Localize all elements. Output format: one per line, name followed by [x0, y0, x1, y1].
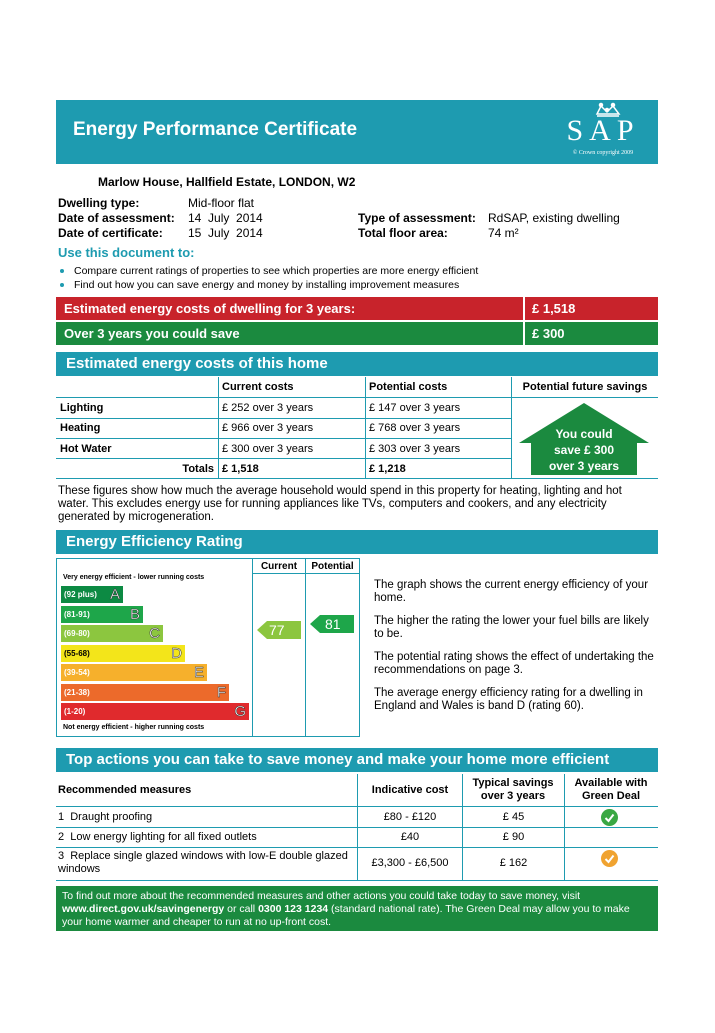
action-measure: 1 Draught proofing: [58, 811, 153, 823]
rating-band-f: [61, 684, 229, 701]
rating-band-letter: D: [171, 644, 182, 662]
costs-header-savings: Potential future savings: [522, 381, 648, 393]
current-rating-arrow: [257, 621, 301, 639]
bullet-icon: [60, 283, 64, 287]
rating-band-range: (81-91): [64, 609, 90, 619]
costs-totals-potential: £ 1,218: [369, 463, 406, 475]
actions-table: [56, 774, 658, 880]
savings-text-1: You could: [555, 427, 613, 441]
costs-line: [56, 458, 511, 459]
rating-paragraph: The graph shows the current energy efficiency of your home.: [374, 579, 649, 604]
costs-row-potential: £ 147 over 3 years: [369, 402, 461, 414]
rating-description: [374, 579, 658, 713]
rating-band-d: [61, 645, 185, 662]
sap-logo: [563, 102, 653, 160]
costs-row-current: £ 300 over 3 years: [222, 443, 314, 455]
use-doc-bullet-text: Find out how you can save energy and money by installing improvement measures: [74, 279, 460, 291]
rating-band-letter: C: [149, 625, 160, 642]
rating-vline: [252, 559, 253, 736]
rating-band-range: (69-80): [64, 629, 90, 638]
footer-phone: 0300 123 1234: [258, 903, 329, 915]
check-circle-green-icon: [601, 809, 618, 826]
actions-header-cost: Indicative cost: [371, 784, 449, 796]
date-assessment-value: 14 July 2014: [188, 211, 263, 225]
costs-line: [56, 397, 658, 398]
rating-band-range: (1-20): [64, 707, 86, 716]
costs-note: These figures show how much the average household would spend in this property for heating, lighting and hot water. This excludes energy use for running appliances like TVs, computers and cookers, and any electricity generated by microgeneration.: [58, 485, 622, 523]
bullet-icon: [60, 269, 64, 273]
date-assessment-label: Date of assessment:: [58, 211, 175, 225]
costs-row-potential: £ 768 over 3 years: [369, 422, 461, 434]
footer-text: (standard national rate). The Green Deal may allow you to make your home warmer and cheaper to run at no up-front cost.: [62, 903, 630, 928]
rating-paragraph: The potential rating shows the effect of undertaking the recommendations on page 3.: [374, 651, 654, 676]
costs-header-potential: Potential costs: [369, 381, 448, 393]
page-title: Energy Performance Certificate: [73, 119, 358, 140]
floor-area-value: 74 m²: [488, 226, 519, 240]
rating-bands: [61, 586, 251, 722]
rating-band-b: [61, 606, 143, 623]
copyright-text: © Crown copyright 2009: [572, 150, 634, 156]
footer-link[interactable]: www.direct.gov.uk/savingenergy: [62, 903, 225, 915]
potential-rating-arrow: [310, 615, 354, 633]
use-doc-bullet: [58, 264, 658, 278]
action-saving: £ 90: [502, 831, 525, 843]
sap-logo-text: SAP: [566, 114, 640, 147]
actions-section-title: Top actions you can take to save money and make your home more efficient: [56, 748, 658, 772]
cost-bar-divider: [523, 297, 525, 320]
actions-vline: [564, 774, 565, 880]
costs-row-label: Lighting: [60, 402, 104, 414]
rating-top-caption: Very energy efficient - lower running costs: [63, 574, 205, 581]
rating-band-letter: B: [129, 605, 140, 623]
rating-band-range: (21-38): [64, 687, 90, 697]
save-bar-label: Over 3 years you could save: [64, 326, 240, 341]
costs-section-title: Estimated energy costs of this home: [56, 352, 658, 376]
rating-potential-header: Potential: [311, 561, 354, 572]
type-assessment-label: Type of assessment:: [358, 211, 476, 225]
footer-box: [56, 886, 658, 931]
rating-band-range: (55-68): [64, 648, 90, 658]
action-measure: 2 Low energy lighting for all fixed outlets: [58, 831, 257, 843]
rating-band-letter: A: [109, 586, 120, 603]
save-bar: [56, 322, 658, 345]
costs-row-label: Hot Water: [60, 443, 112, 455]
rating-band-a: [61, 586, 123, 603]
costs-line: [56, 478, 658, 479]
costs-row-current: £ 966 over 3 years: [222, 422, 314, 434]
costs-vline: [218, 377, 219, 478]
actions-header-green-deal: Available with Green Deal: [574, 777, 648, 802]
action-saving: £ 45: [502, 811, 525, 823]
floor-area-label: Total floor area:: [358, 226, 448, 240]
actions-header-measures: Recommended measures: [58, 784, 192, 796]
costs-row-label: Heating: [60, 422, 101, 434]
action-saving: £ 162: [499, 857, 528, 869]
costs-row-current: £ 252 over 3 years: [222, 402, 314, 414]
rating-current-header: Current: [260, 561, 298, 572]
type-assessment-value: RdSAP, existing dwelling: [488, 211, 620, 225]
rating-band-letter: G: [234, 703, 246, 720]
rating-band-e: [61, 664, 207, 681]
use-doc-list: [58, 264, 658, 292]
actions-line: [56, 880, 658, 881]
costs-line: [56, 418, 511, 419]
rating-band-c: [61, 625, 163, 642]
savings-text-2: save £ 300: [553, 443, 615, 457]
use-doc-bullet-text: Compare current ratings of properties to see which properties are more energy efficient: [74, 265, 479, 277]
costs-totals-label: Totals: [182, 463, 214, 475]
current-rating-value: 77: [269, 622, 285, 638]
cost-bar-value: £ 1,518: [532, 301, 576, 316]
rating-band-range: (39-54): [64, 668, 90, 677]
rating-band-letter: E: [193, 664, 204, 681]
action-cost: £40: [400, 831, 420, 843]
rating-section-title: Energy Efficiency Rating: [56, 530, 658, 554]
cost-bar: [56, 297, 658, 320]
cost-bar-label: Estimated energy costs of dwelling for 3 years:: [64, 301, 356, 316]
save-bar-divider: [523, 322, 525, 345]
footer-text: or call: [224, 903, 259, 915]
rating-band-letter: F: [216, 683, 226, 701]
costs-vline: [365, 377, 366, 478]
rating-chart: [56, 558, 360, 737]
date-certificate-value: 15 July 2014: [188, 226, 263, 240]
rating-paragraph: The higher the rating the lower your fuel bills are likely to be.: [374, 615, 649, 640]
rating-paragraph: The average energy efficiency rating for a dwelling in England and Wales is band D (rating 60).: [374, 687, 643, 712]
date-certificate-label: Date of certificate:: [58, 226, 163, 240]
save-bar-value: £ 300: [532, 326, 565, 341]
rating-band-g: [61, 703, 249, 720]
dwelling-type-label: Dwelling type:: [58, 196, 140, 210]
rating-band-range: (92 plus): [64, 590, 97, 599]
actions-header-savings: Typical savings over 3 years: [472, 777, 554, 802]
costs-table: [56, 377, 658, 478]
costs-totals-current: £ 1,518: [222, 463, 259, 475]
footer-text: To find out more about the recommended measures and other actions you could take today to save money, visit: [62, 890, 581, 902]
costs-row-potential: £ 303 over 3 years: [369, 443, 461, 455]
rating-vline: [305, 559, 306, 736]
property-address: Marlow House, Hallfield Estate, LONDON, W2: [98, 175, 356, 189]
costs-line: [56, 438, 511, 439]
use-doc-title: Use this document to:: [58, 245, 195, 260]
potential-rating-value: 81: [325, 616, 341, 632]
action-cost: £80 - £120: [383, 811, 437, 823]
savings-text-3: over 3 years: [548, 459, 620, 473]
header-bar: [56, 100, 658, 164]
savings-house-icon: [519, 403, 649, 475]
rating-hline: [252, 573, 359, 574]
check-circle-orange-icon: [601, 850, 618, 867]
action-cost: £3,300 - £6,500: [371, 857, 449, 869]
costs-header-current: Current costs: [222, 381, 294, 393]
use-doc-bullet: [58, 278, 658, 292]
dwelling-type-value: Mid-floor flat: [188, 196, 255, 210]
action-measure: 3 Replace single glazed windows with low-E double glazed windows: [58, 850, 351, 875]
rating-bottom-caption: Not energy efficient - higher running costs: [63, 724, 205, 731]
